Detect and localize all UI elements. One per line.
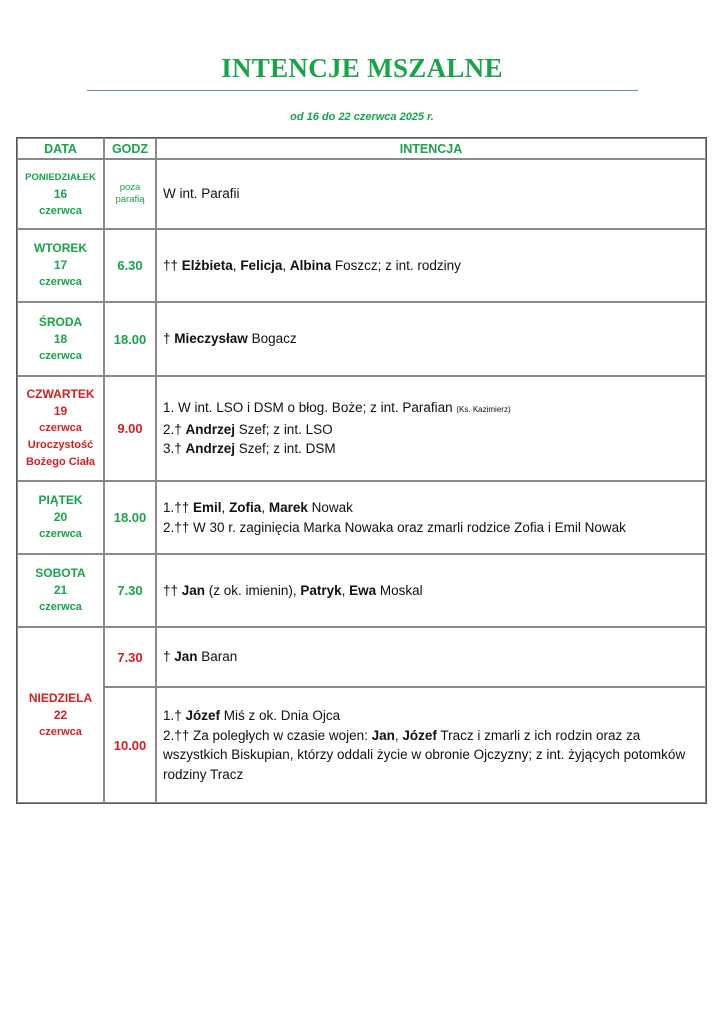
table-row — [17, 376, 706, 481]
month-name: czerwca — [39, 725, 82, 738]
day-name: PIĄTEK — [38, 493, 83, 507]
time-cell: 6.30 — [104, 229, 156, 302]
intention-cell — [156, 376, 706, 481]
date-cell — [17, 302, 104, 376]
date-cell — [17, 554, 104, 627]
intention-line: 1.† Józef Miś z ok. Dnia Ojca — [163, 708, 341, 723]
column-header-date: DATA — [17, 138, 104, 159]
table-row — [17, 159, 706, 229]
day-name: PONIEDZIAŁEK — [25, 171, 96, 183]
time-cell: 18.00 — [104, 481, 156, 554]
time-cell: 7.30 — [104, 554, 156, 627]
date-cell — [17, 159, 104, 229]
month-name: czerwca — [39, 204, 82, 217]
intention-line: 2.†† Za poległych w czasie wojen: Jan, Józef Tracz i zmarli z ich rodzin oraz za wszystkich Biskupian, którzy oddali życie w obronie Ojczyzny; z int. żyjących potomków rodziny Tracz — [163, 727, 686, 782]
table-row — [17, 302, 706, 376]
day-number: 20 — [53, 510, 68, 524]
date-cell — [17, 481, 104, 554]
day-name: NIEDZIELA — [28, 690, 93, 705]
table-row — [17, 481, 706, 554]
day-number: 22 — [53, 707, 68, 722]
intention-line: 3.† Andrzej Szef; z int. DSM — [163, 441, 336, 457]
month-name: czerwca — [39, 528, 82, 540]
table-row — [17, 229, 706, 302]
time-note: parafią — [115, 194, 145, 205]
page-title: INTENCJE MSZALNE — [221, 53, 503, 83]
intentions-table — [16, 137, 707, 804]
time-cell: 9.00 — [104, 376, 156, 481]
month-name: czerwca — [39, 601, 82, 613]
day-number: 17 — [53, 258, 68, 272]
intention-cell: †† Jan (z ok. imienin), Patryk, Ewa Moskal — [156, 554, 706, 627]
time-cell: 10.00 — [104, 687, 156, 803]
date-cell — [17, 627, 104, 803]
intention-cell: † Mieczysław Bogacz — [156, 302, 706, 376]
column-header-intention: INTENCJA — [156, 138, 706, 159]
time-cell — [104, 159, 156, 229]
intention-line: 2.† Andrzej Szef; z int. LSO — [163, 421, 333, 437]
day-name: WTOREK — [33, 241, 88, 255]
time-cell: 18.00 — [104, 302, 156, 376]
date-cell — [17, 229, 104, 302]
table-row — [17, 627, 706, 687]
month-name: czerwca — [39, 276, 82, 288]
feast-name: Bożego Ciała — [25, 456, 96, 468]
day-number: 16 — [53, 186, 68, 201]
month-name: czerwca — [39, 422, 82, 434]
intention-line: 2.†† W 30 r. zaginięcia Marka Nowaka oraz zmarli rodzice Zofia i Emil Nowak — [163, 519, 626, 535]
day-number: 21 — [53, 583, 68, 597]
day-name: ŚRODA — [38, 314, 83, 329]
intention-line: 1.†† Emil, Zofia, Marek Nowak — [163, 500, 353, 515]
day-name: CZWARTEK — [26, 387, 95, 401]
day-name: SOBOTA — [35, 566, 86, 580]
intention-cell: † Jan Baran — [156, 627, 706, 687]
intention-cell — [156, 481, 706, 554]
intention-cell: W int. Parafii — [156, 159, 706, 229]
time-cell: 7.30 — [104, 627, 156, 687]
intention-cell: †† Elżbieta, Felicja, Albina Foszcz; z int. rodziny — [156, 229, 706, 302]
feast-name: Uroczystość — [27, 439, 94, 451]
column-header-time: GODZ — [104, 138, 156, 159]
date-cell — [17, 376, 104, 481]
intention-cell — [156, 687, 706, 803]
time-note: poza — [119, 182, 141, 193]
day-number: 19 — [53, 404, 68, 418]
table-row — [17, 554, 706, 627]
day-number: 18 — [53, 331, 68, 346]
intention-line: 1. W int. LSO i DSM o błog. Boże; z int. Parafian (Ks. Kazimierz) — [163, 400, 511, 416]
date-range: od 16 do 22 czerwca 2025 r. — [290, 111, 434, 123]
title-divider — [87, 90, 638, 91]
month-name: czerwca — [39, 349, 82, 362]
table-row — [17, 687, 706, 803]
table-header-row — [17, 138, 706, 159]
